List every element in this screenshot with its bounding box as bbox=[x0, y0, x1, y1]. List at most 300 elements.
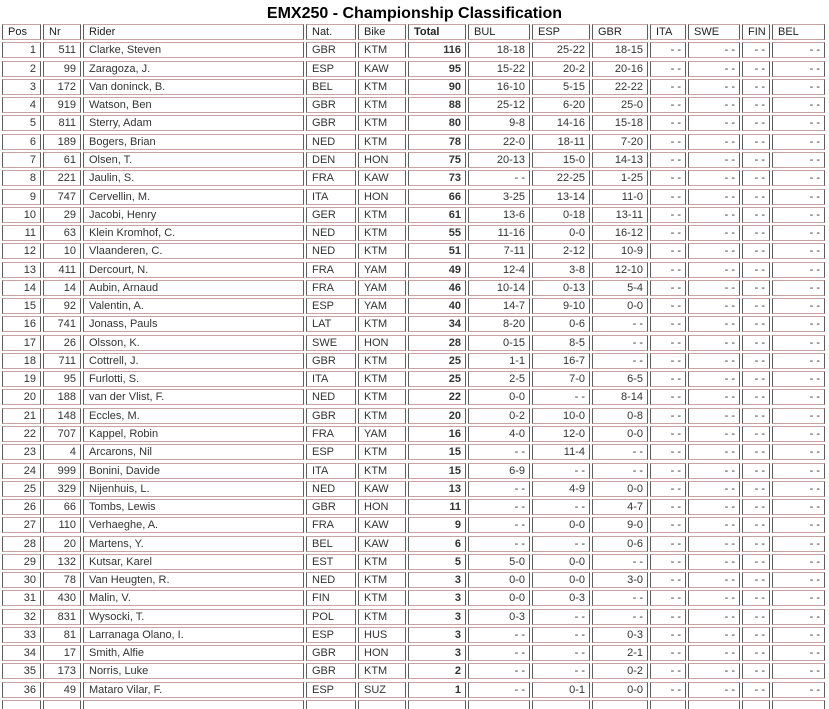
table-row bbox=[2, 644, 829, 662]
cell-bike: KTM bbox=[358, 243, 406, 259]
cell-rider: Olsen, T. bbox=[83, 152, 304, 168]
cell-total: 95 bbox=[408, 61, 466, 77]
cell-total: 2 bbox=[408, 663, 466, 679]
cell-pos: 29 bbox=[2, 554, 41, 570]
cell-bel: - - bbox=[772, 262, 825, 278]
header-pos: Pos bbox=[2, 24, 41, 40]
cell-fin: - - bbox=[742, 79, 770, 95]
cell-bike: HUS bbox=[358, 627, 406, 643]
cell-bike: KTM bbox=[358, 609, 406, 625]
cell-bike: HON bbox=[358, 189, 406, 205]
cell-bul: 0-0 bbox=[468, 590, 530, 606]
cell-rider: Valentin, A. bbox=[83, 298, 304, 314]
header-esp: ESP bbox=[532, 24, 590, 40]
cell-swe: - - bbox=[688, 645, 740, 661]
cell-swe: - - bbox=[688, 426, 740, 442]
cell-bul: 25-12 bbox=[468, 97, 530, 113]
table-row bbox=[2, 425, 829, 443]
cell-esp: 0-13 bbox=[532, 280, 590, 296]
cell-bul: 5-0 bbox=[468, 554, 530, 570]
cell-nr: 81 bbox=[43, 627, 81, 643]
cell-total: 3 bbox=[408, 590, 466, 606]
cell-ita: - - bbox=[650, 682, 686, 698]
cell-bul bbox=[468, 700, 530, 709]
cell-bel: - - bbox=[772, 97, 825, 113]
cell-fin: - - bbox=[742, 262, 770, 278]
cell-nat: GER bbox=[306, 207, 356, 223]
cell-total: 3 bbox=[408, 645, 466, 661]
cell-total bbox=[408, 700, 466, 709]
cell-nat: FIN bbox=[306, 590, 356, 606]
cell-bul: - - bbox=[468, 682, 530, 698]
cell-fin: - - bbox=[742, 42, 770, 58]
cell-pos: 34 bbox=[2, 645, 41, 661]
cell-bel: - - bbox=[772, 682, 825, 698]
header-ita: ITA bbox=[650, 24, 686, 40]
cell-esp: 7-0 bbox=[532, 371, 590, 387]
cell-bike: SUZ bbox=[358, 682, 406, 698]
cell-esp: 20-2 bbox=[532, 61, 590, 77]
cell-bel: - - bbox=[772, 645, 825, 661]
cell-nr: 511 bbox=[43, 42, 81, 58]
cell-bike: KTM bbox=[358, 444, 406, 460]
header-gbr: GBR bbox=[592, 24, 648, 40]
cell-swe: - - bbox=[688, 554, 740, 570]
cell-bul: 18-18 bbox=[468, 42, 530, 58]
cell-rider: Jaulin, S. bbox=[83, 170, 304, 186]
cell-bike: KTM bbox=[358, 225, 406, 241]
cell-bul: 14-7 bbox=[468, 298, 530, 314]
cell-gbr: 0-6 bbox=[592, 536, 648, 552]
cell-total: 3 bbox=[408, 627, 466, 643]
cell-ita: - - bbox=[650, 371, 686, 387]
cell-esp: 14-16 bbox=[532, 115, 590, 131]
cell-gbr: 15-18 bbox=[592, 115, 648, 131]
cell-esp: 16-7 bbox=[532, 353, 590, 369]
cell-nat: GBR bbox=[306, 115, 356, 131]
cell-rider bbox=[83, 700, 304, 709]
cell-ita: - - bbox=[650, 609, 686, 625]
cell-ita: - - bbox=[650, 554, 686, 570]
cell-fin: - - bbox=[742, 225, 770, 241]
cell-esp: 8-5 bbox=[532, 335, 590, 351]
cell-swe: - - bbox=[688, 97, 740, 113]
cell-bike: KTM bbox=[358, 316, 406, 332]
cell-bike: HON bbox=[358, 499, 406, 515]
cell-total: 55 bbox=[408, 225, 466, 241]
cell-fin: - - bbox=[742, 243, 770, 259]
cell-pos: 30 bbox=[2, 572, 41, 588]
cell-swe: - - bbox=[688, 225, 740, 241]
cell-nat: GBR bbox=[306, 353, 356, 369]
cell-nat: ITA bbox=[306, 463, 356, 479]
table-row bbox=[2, 662, 829, 680]
cell-nr: 99 bbox=[43, 61, 81, 77]
cell-esp: - - bbox=[532, 499, 590, 515]
cell-total: 88 bbox=[408, 97, 466, 113]
cell-fin: - - bbox=[742, 590, 770, 606]
cell-pos: 8 bbox=[2, 170, 41, 186]
cell-fin: - - bbox=[742, 536, 770, 552]
cell-nr: 707 bbox=[43, 426, 81, 442]
cell-bike: YAM bbox=[358, 280, 406, 296]
cell-rider: Malin, V. bbox=[83, 590, 304, 606]
cell-bul: 20-13 bbox=[468, 152, 530, 168]
cell-swe: - - bbox=[688, 590, 740, 606]
cell-bul: - - bbox=[468, 627, 530, 643]
cell-pos: 27 bbox=[2, 517, 41, 533]
cell-total: 66 bbox=[408, 189, 466, 205]
cell-bel: - - bbox=[772, 225, 825, 241]
cell-gbr: 25-0 bbox=[592, 97, 648, 113]
cell-bel: - - bbox=[772, 408, 825, 424]
cell-pos: 14 bbox=[2, 280, 41, 296]
cell-fin: - - bbox=[742, 371, 770, 387]
cell-nat: NED bbox=[306, 134, 356, 150]
cell-gbr: - - bbox=[592, 335, 648, 351]
cell-ita: - - bbox=[650, 481, 686, 497]
cell-rider: van der Vlist, F. bbox=[83, 389, 304, 405]
cell-pos: 4 bbox=[2, 97, 41, 113]
cell-nr: 430 bbox=[43, 590, 81, 606]
cell-bel bbox=[772, 700, 825, 709]
cell-ita: - - bbox=[650, 207, 686, 223]
header-nat: Nat. bbox=[306, 24, 356, 40]
cell-ita: - - bbox=[650, 663, 686, 679]
cell-nat: SWE bbox=[306, 335, 356, 351]
cell-rider: Martens, Y. bbox=[83, 536, 304, 552]
cell-rider: Jacobi, Henry bbox=[83, 207, 304, 223]
cell-ita: - - bbox=[650, 590, 686, 606]
cell-bel: - - bbox=[772, 152, 825, 168]
cell-fin: - - bbox=[742, 353, 770, 369]
cell-gbr: - - bbox=[592, 353, 648, 369]
cell-rider: Dercourt, N. bbox=[83, 262, 304, 278]
cell-total: 3 bbox=[408, 572, 466, 588]
cell-rider: Klein Kromhof, C. bbox=[83, 225, 304, 241]
cell-bike: KTM bbox=[358, 389, 406, 405]
cell-nat: GBR bbox=[306, 42, 356, 58]
cell-bul: - - bbox=[468, 170, 530, 186]
cell-bike: KTM bbox=[358, 42, 406, 58]
cell-fin: - - bbox=[742, 115, 770, 131]
cell-total: 22 bbox=[408, 389, 466, 405]
cell-esp: 18-11 bbox=[532, 134, 590, 150]
cell-nat: ITA bbox=[306, 371, 356, 387]
cell-bul: 22-0 bbox=[468, 134, 530, 150]
cell-total: 15 bbox=[408, 463, 466, 479]
cell-gbr: - - bbox=[592, 590, 648, 606]
cell-bike: KTM bbox=[358, 554, 406, 570]
cell-nr: 329 bbox=[43, 481, 81, 497]
cell-swe: - - bbox=[688, 353, 740, 369]
cell-swe: - - bbox=[688, 79, 740, 95]
cell-fin: - - bbox=[742, 682, 770, 698]
cell-ita: - - bbox=[650, 243, 686, 259]
cell-pos: 1 bbox=[2, 42, 41, 58]
cell-rider: Furlotti, S. bbox=[83, 371, 304, 387]
cell-gbr: 0-0 bbox=[592, 426, 648, 442]
cell-bul: 13-6 bbox=[468, 207, 530, 223]
cell-ita: - - bbox=[650, 408, 686, 424]
cell-nr: 172 bbox=[43, 79, 81, 95]
cell-bel: - - bbox=[772, 517, 825, 533]
cell-nr: 188 bbox=[43, 389, 81, 405]
cell-nr: 747 bbox=[43, 189, 81, 205]
cell-pos: 28 bbox=[2, 536, 41, 552]
cell-bel: - - bbox=[772, 115, 825, 131]
cell-nr: 919 bbox=[43, 97, 81, 113]
cell-nat: NED bbox=[306, 572, 356, 588]
cell-total: 75 bbox=[408, 152, 466, 168]
cell-gbr: - - bbox=[592, 609, 648, 625]
cell-rider: Arcarons, Nil bbox=[83, 444, 304, 460]
cell-swe: - - bbox=[688, 371, 740, 387]
table-header-row bbox=[2, 23, 829, 41]
cell-swe: - - bbox=[688, 481, 740, 497]
cell-swe: - - bbox=[688, 517, 740, 533]
cell-rider: Cervellin, M. bbox=[83, 189, 304, 205]
cell-esp: 0-6 bbox=[532, 316, 590, 332]
cell-bul: 2-5 bbox=[468, 371, 530, 387]
cell-total: 49 bbox=[408, 262, 466, 278]
cell-bel: - - bbox=[772, 499, 825, 515]
cell-esp: 22-25 bbox=[532, 170, 590, 186]
cell-esp: 0-0 bbox=[532, 225, 590, 241]
cell-bel: - - bbox=[772, 61, 825, 77]
cell-swe: - - bbox=[688, 682, 740, 698]
header-bel: BEL bbox=[772, 24, 825, 40]
cell-fin: - - bbox=[742, 207, 770, 223]
cell-fin: - - bbox=[742, 627, 770, 643]
cell-esp: 25-22 bbox=[532, 42, 590, 58]
cell-ita bbox=[650, 700, 686, 709]
table-row bbox=[2, 571, 829, 589]
cell-fin: - - bbox=[742, 298, 770, 314]
cell-nr: 831 bbox=[43, 609, 81, 625]
cell-bike: KTM bbox=[358, 663, 406, 679]
cell-rider: Van doninck, B. bbox=[83, 79, 304, 95]
cell-total: 78 bbox=[408, 134, 466, 150]
cell-rider: Larranaga Olano, I. bbox=[83, 627, 304, 643]
cell-gbr: - - bbox=[592, 444, 648, 460]
cell-bel: - - bbox=[772, 79, 825, 95]
table-row bbox=[2, 498, 829, 516]
cell-bul: 0-0 bbox=[468, 572, 530, 588]
cell-pos: 18 bbox=[2, 353, 41, 369]
cell-bel: - - bbox=[772, 609, 825, 625]
cell-bike: HON bbox=[358, 152, 406, 168]
cell-bel: - - bbox=[772, 371, 825, 387]
cell-esp: 0-3 bbox=[532, 590, 590, 606]
cell-swe: - - bbox=[688, 627, 740, 643]
cell-nat bbox=[306, 700, 356, 709]
cell-swe: - - bbox=[688, 280, 740, 296]
cell-gbr: 0-8 bbox=[592, 408, 648, 424]
cell-esp: 0-0 bbox=[532, 572, 590, 588]
cell-ita: - - bbox=[650, 152, 686, 168]
cell-bike: KTM bbox=[358, 79, 406, 95]
table-row bbox=[2, 388, 829, 406]
table-row bbox=[2, 608, 829, 626]
cell-fin: - - bbox=[742, 463, 770, 479]
cell-nat: ESP bbox=[306, 298, 356, 314]
cell-swe: - - bbox=[688, 609, 740, 625]
cell-gbr: 9-0 bbox=[592, 517, 648, 533]
cell-esp: 15-0 bbox=[532, 152, 590, 168]
cell-rider: Tombs, Lewis bbox=[83, 499, 304, 515]
cell-nr: 92 bbox=[43, 298, 81, 314]
cell-ita: - - bbox=[650, 97, 686, 113]
cell-total: 20 bbox=[408, 408, 466, 424]
cell-total: 1 bbox=[408, 682, 466, 698]
cell-total: 34 bbox=[408, 316, 466, 332]
cell-rider: Eccles, M. bbox=[83, 408, 304, 424]
table-row bbox=[2, 626, 829, 644]
cell-nat: ESP bbox=[306, 444, 356, 460]
cell-rider: Jonass, Pauls bbox=[83, 316, 304, 332]
cell-swe: - - bbox=[688, 316, 740, 332]
cell-nat: GBR bbox=[306, 645, 356, 661]
cell-ita: - - bbox=[650, 499, 686, 515]
cell-nat: POL bbox=[306, 609, 356, 625]
cell-pos: 25 bbox=[2, 481, 41, 497]
cell-bul: 1-1 bbox=[468, 353, 530, 369]
cell-nr: 78 bbox=[43, 572, 81, 588]
cell-gbr: 5-4 bbox=[592, 280, 648, 296]
cell-nat: NED bbox=[306, 225, 356, 241]
cell-pos: 36 bbox=[2, 682, 41, 698]
cell-bel: - - bbox=[772, 389, 825, 405]
cell-gbr bbox=[592, 700, 648, 709]
cell-rider: Mataro Vilar, F. bbox=[83, 682, 304, 698]
cell-bel: - - bbox=[772, 207, 825, 223]
cell-ita: - - bbox=[650, 189, 686, 205]
cell-esp: 4-9 bbox=[532, 481, 590, 497]
cell-bike bbox=[358, 700, 406, 709]
cell-esp: 0-0 bbox=[532, 554, 590, 570]
cell-pos: 12 bbox=[2, 243, 41, 259]
cell-bul: - - bbox=[468, 517, 530, 533]
cell-swe: - - bbox=[688, 61, 740, 77]
cell-ita: - - bbox=[650, 115, 686, 131]
cell-fin: - - bbox=[742, 554, 770, 570]
table-row bbox=[2, 169, 829, 187]
cell-nr: 20 bbox=[43, 536, 81, 552]
cell-bul: 11-16 bbox=[468, 225, 530, 241]
cell-fin: - - bbox=[742, 517, 770, 533]
cell-nr: 173 bbox=[43, 663, 81, 679]
cell-pos: 20 bbox=[2, 389, 41, 405]
cell-bul: 4-0 bbox=[468, 426, 530, 442]
cell-nr: 811 bbox=[43, 115, 81, 131]
cell-nr: 17 bbox=[43, 645, 81, 661]
cell-fin: - - bbox=[742, 280, 770, 296]
cell-swe: - - bbox=[688, 298, 740, 314]
table-row bbox=[2, 407, 829, 425]
cell-nr: 999 bbox=[43, 463, 81, 479]
cell-bike: YAM bbox=[358, 298, 406, 314]
cell-esp: 12-0 bbox=[532, 426, 590, 442]
cell-bel: - - bbox=[772, 335, 825, 351]
cell-fin: - - bbox=[742, 408, 770, 424]
cell-nat: NED bbox=[306, 389, 356, 405]
cell-bul: 6-9 bbox=[468, 463, 530, 479]
cell-bike: KTM bbox=[358, 590, 406, 606]
cell-nat: DEN bbox=[306, 152, 356, 168]
cell-esp: 3-8 bbox=[532, 262, 590, 278]
header-bul: BUL bbox=[468, 24, 530, 40]
cell-pos: 21 bbox=[2, 408, 41, 424]
cell-gbr: 4-7 bbox=[592, 499, 648, 515]
cell-swe: - - bbox=[688, 42, 740, 58]
table-row bbox=[2, 370, 829, 388]
cell-gbr: - - bbox=[592, 463, 648, 479]
table-row bbox=[2, 206, 829, 224]
cell-swe bbox=[688, 700, 740, 709]
cell-bul: - - bbox=[468, 645, 530, 661]
cell-bel: - - bbox=[772, 298, 825, 314]
cell-rider: Wysocki, T. bbox=[83, 609, 304, 625]
cell-bul: - - bbox=[468, 444, 530, 460]
header-total: Total bbox=[408, 24, 466, 40]
cell-nr bbox=[43, 700, 81, 709]
cell-gbr: 12-10 bbox=[592, 262, 648, 278]
cell-rider: Vlaanderen, C. bbox=[83, 243, 304, 259]
table-row bbox=[2, 260, 829, 278]
table-body bbox=[2, 41, 829, 709]
cell-fin: - - bbox=[742, 134, 770, 150]
cell-swe: - - bbox=[688, 115, 740, 131]
cell-bike: KTM bbox=[358, 408, 406, 424]
cell-total: 90 bbox=[408, 79, 466, 95]
cell-gbr: 14-13 bbox=[592, 152, 648, 168]
cell-total: 11 bbox=[408, 499, 466, 515]
cell-esp: - - bbox=[532, 389, 590, 405]
cell-bel: - - bbox=[772, 243, 825, 259]
cell-bike: KTM bbox=[358, 207, 406, 223]
header-swe: SWE bbox=[688, 24, 740, 40]
cell-pos: 11 bbox=[2, 225, 41, 241]
cell-nr: 189 bbox=[43, 134, 81, 150]
cell-rider: Cottrell, J. bbox=[83, 353, 304, 369]
cell-gbr: 0-2 bbox=[592, 663, 648, 679]
cell-total: 46 bbox=[408, 280, 466, 296]
cell-bel: - - bbox=[772, 572, 825, 588]
cell-gbr: 20-16 bbox=[592, 61, 648, 77]
cell-gbr: 8-14 bbox=[592, 389, 648, 405]
cell-gbr: 2-1 bbox=[592, 645, 648, 661]
cell-bel: - - bbox=[772, 463, 825, 479]
cell-fin: - - bbox=[742, 170, 770, 186]
cell-total: 16 bbox=[408, 426, 466, 442]
cell-gbr: 0-0 bbox=[592, 682, 648, 698]
cell-total: 25 bbox=[408, 371, 466, 387]
cell-fin: - - bbox=[742, 152, 770, 168]
cell-bike: KAW bbox=[358, 517, 406, 533]
cell-swe: - - bbox=[688, 170, 740, 186]
cell-rider: Verhaeghe, A. bbox=[83, 517, 304, 533]
cell-esp bbox=[532, 700, 590, 709]
cell-esp: - - bbox=[532, 463, 590, 479]
cell-ita: - - bbox=[650, 463, 686, 479]
table-row bbox=[2, 78, 829, 96]
cell-rider: Watson, Ben bbox=[83, 97, 304, 113]
cell-pos bbox=[2, 700, 41, 709]
cell-rider: Kutsar, Karel bbox=[83, 554, 304, 570]
cell-gbr: 18-15 bbox=[592, 42, 648, 58]
cell-esp: 5-15 bbox=[532, 79, 590, 95]
